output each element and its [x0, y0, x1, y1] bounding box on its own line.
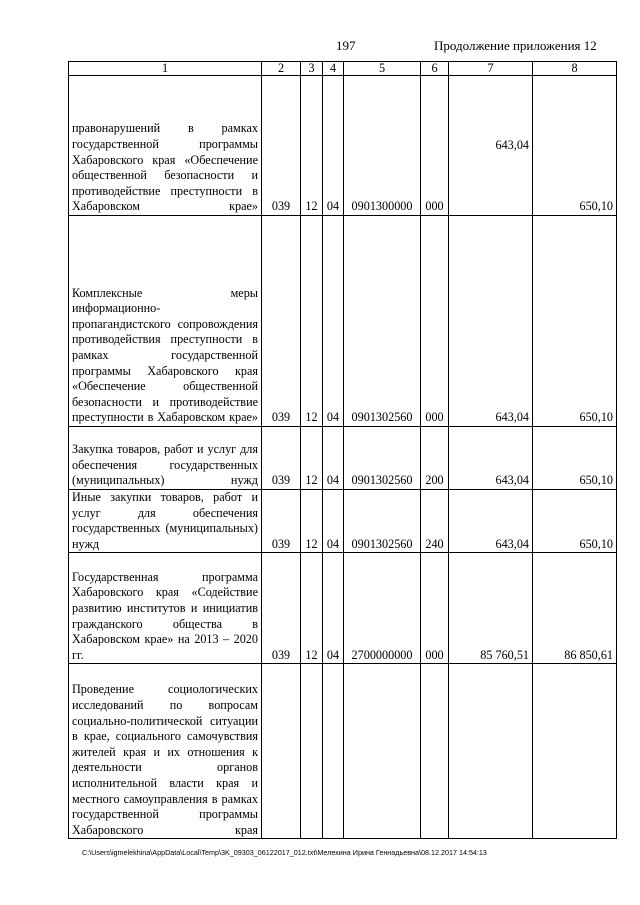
target-article-code: 0901300000: [344, 76, 421, 216]
expense-type-code: 200: [421, 427, 449, 490]
row-description: Закупка товаров, работ и услуг для обеспечения государственных (муниципальных) нужд: [69, 427, 262, 490]
budget-table: [68, 61, 617, 839]
target-article-code: 0901302560: [344, 216, 421, 427]
expense-type-code: [421, 664, 449, 839]
amount-2016: 643,04: [449, 216, 533, 427]
amount-2017: 650,10: [533, 490, 617, 553]
subsection-code: 04: [323, 490, 344, 553]
amount-2017: 86 850,61: [533, 553, 617, 664]
amount-2016: 643,04: [449, 490, 533, 553]
appendix-label: Продолжение приложения 12: [434, 38, 597, 53]
table-row: [69, 216, 617, 427]
subsection-code: 04: [323, 553, 344, 664]
ministry-code: 039: [262, 216, 301, 427]
column-header: 2: [262, 62, 301, 76]
table-row: [69, 76, 617, 216]
column-header: 3: [301, 62, 323, 76]
amount-2016: 643,04: [449, 76, 533, 216]
ministry-code: 039: [262, 427, 301, 490]
section-code: 12: [301, 216, 323, 427]
row-description: Государственная программа Хабаровского края «Содействие развитию институтов и инициатив гражданского общества в Хабаровском крае» на 2013 – 2020 гг.: [69, 553, 262, 664]
amount-2016: [449, 664, 533, 839]
amount-2017: [533, 664, 617, 839]
target-article-code: [344, 664, 421, 839]
amount-2017: 650,10: [533, 76, 617, 216]
target-article-code: 2700000000: [344, 553, 421, 664]
target-article-code: 0901302560: [344, 427, 421, 490]
expense-type-code: 000: [421, 553, 449, 664]
ministry-code: [262, 664, 301, 839]
ministry-code: 039: [262, 553, 301, 664]
table-header-row: [69, 62, 617, 76]
section-code: [301, 664, 323, 839]
table-row: [69, 664, 617, 839]
table-row: [69, 427, 617, 490]
ministry-code: 039: [262, 76, 301, 216]
amount-2017: 650,10: [533, 427, 617, 490]
expense-type-code: 240: [421, 490, 449, 553]
row-description: правонарушений в рамках государственной программы Хабаровского края «Обеспечение общественной безопасности и противодействие преступности в Хабаровском крае»: [69, 76, 262, 216]
page-number: 197: [336, 38, 356, 53]
table-row: [69, 490, 617, 553]
amount-2016: 85 760,51: [449, 553, 533, 664]
column-header: 5: [344, 62, 421, 76]
column-header: 8: [533, 62, 617, 76]
amount-2016: 643,04: [449, 427, 533, 490]
expense-type-code: 000: [421, 216, 449, 427]
row-description: Комплексные меры информационно-пропагандистского сопровождения противодействия преступности в рамках государственной программы Хабаровского края «Обеспечение общественной безопасности и противодействие преступности в Хабаровском крае»: [69, 216, 262, 427]
section-code: 12: [301, 490, 323, 553]
section-code: 12: [301, 76, 323, 216]
row-description: Иные закупки товаров, работ и услуг для обеспечения государственных (муниципальных) нужд: [69, 490, 262, 553]
section-code: 12: [301, 427, 323, 490]
subsection-code: [323, 664, 344, 839]
document-footer-path: C:\Users\igmelekhina\AppData\Local\Temp\3K_09303_06122017_012.txt\Мелехина Ирина Геннадьевна\08.12.2017 14:54:13: [82, 848, 487, 857]
column-header: 4: [323, 62, 344, 76]
column-header: 7: [449, 62, 533, 76]
subsection-code: 04: [323, 427, 344, 490]
expense-type-code: 000: [421, 76, 449, 216]
subsection-code: 04: [323, 76, 344, 216]
amount-2017: 650,10: [533, 216, 617, 427]
table-row: [69, 553, 617, 664]
row-description: Проведение социологических исследований по вопросам социально-политической ситуации в крае, социального самочувствия жителей края и их отношения к деятельности органов исполнительной власти края и местного самоуправления в рамках государственной программы Хабаровского края: [69, 664, 262, 839]
subsection-code: 04: [323, 216, 344, 427]
section-code: 12: [301, 553, 323, 664]
ministry-code: 039: [262, 490, 301, 553]
column-header: 1: [69, 62, 262, 76]
target-article-code: 0901302560: [344, 490, 421, 553]
column-header: 6: [421, 62, 449, 76]
